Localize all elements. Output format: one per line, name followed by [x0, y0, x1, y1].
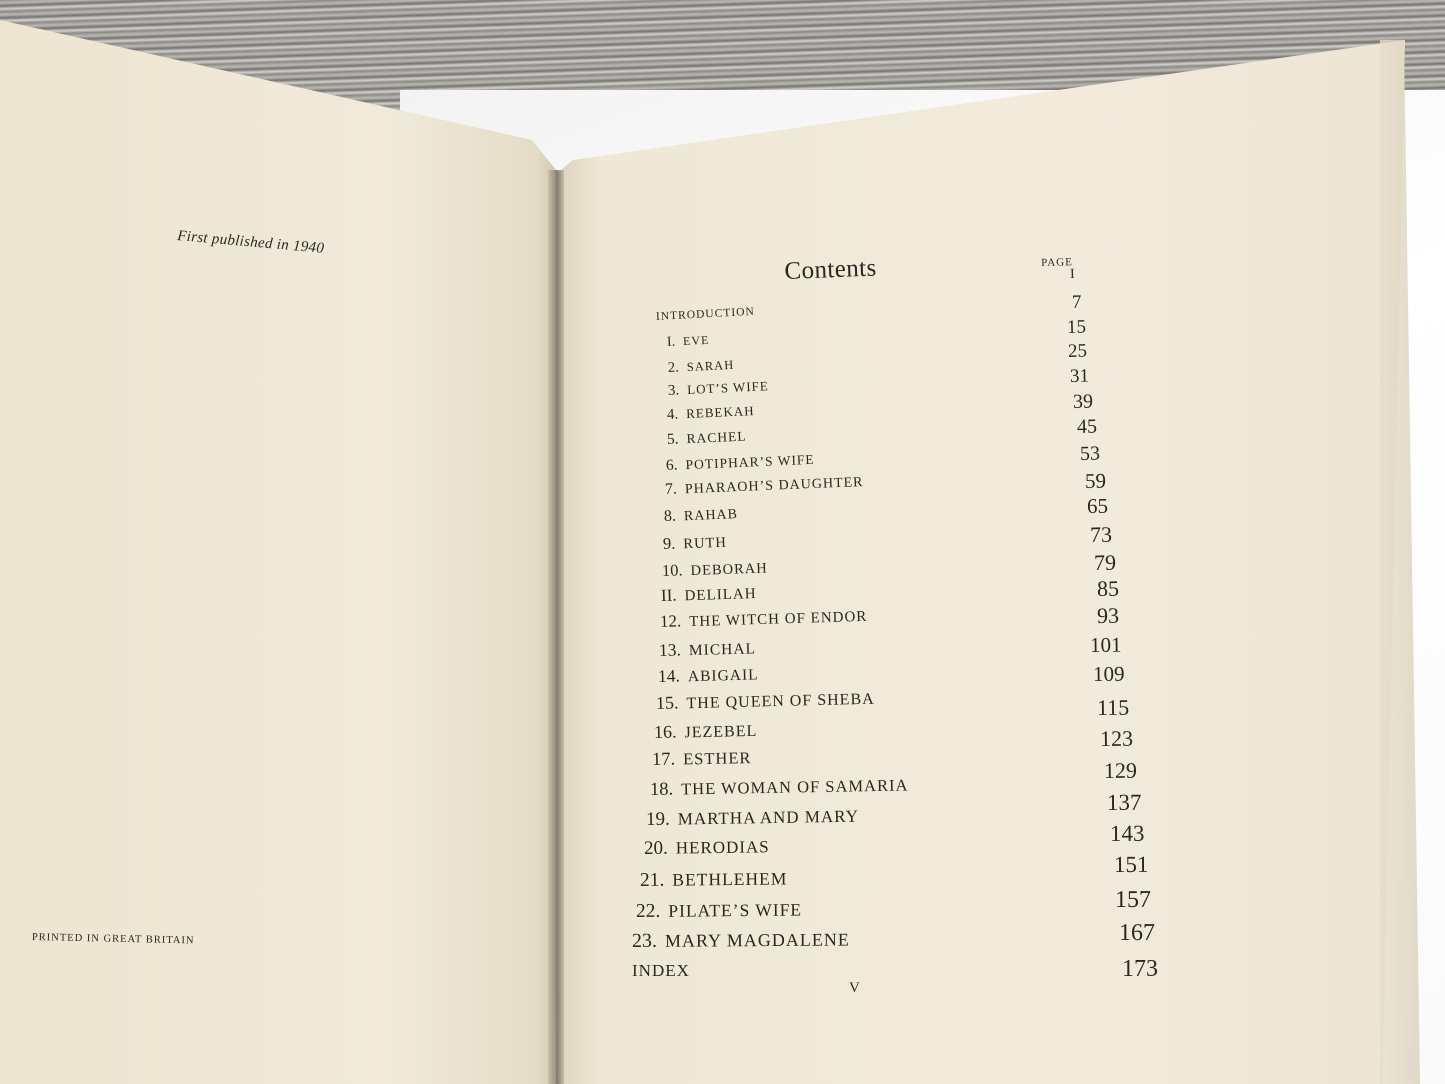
toc-entry-page: 7 [1071, 291, 1082, 313]
toc-entry-page: 109 [1092, 661, 1125, 686]
toc-entry-number: 3. [667, 382, 680, 399]
toc-entry [667, 333, 710, 351]
toc-entry [659, 637, 757, 661]
toc-entry-number: 23. [631, 929, 658, 952]
toc-entry-page: 79 [1093, 549, 1117, 575]
toc-entry-page: 167 [1118, 919, 1156, 946]
toc-entry-number: 16. [653, 721, 677, 742]
toc-entry-page: 143 [1109, 820, 1145, 846]
toc-entry [650, 775, 909, 801]
toc-entry-page: 25 [1067, 340, 1088, 362]
toc-entry-title: PILATE’S WIFE [668, 899, 803, 921]
toc-entry-page: 137 [1106, 789, 1142, 815]
toc-entry-title: RACHEL [686, 428, 747, 446]
toc-entry-page: 129 [1103, 757, 1138, 783]
toc-entry-title: POTIPHAR’S WIFE [685, 451, 815, 472]
toc-entry-number: 18. [649, 779, 674, 800]
book-gutter [548, 170, 564, 1084]
toc-entry-number: 19. [645, 808, 670, 830]
toc-entry-title: EVE [682, 332, 710, 349]
toc-entry-page: 39 [1072, 390, 1094, 413]
toc-entry-page: 53 [1079, 442, 1101, 465]
toc-entry-page: 151 [1113, 851, 1149, 877]
toc-entry [658, 663, 759, 687]
toc-entry [662, 557, 768, 580]
toc-entry-number: 15. [655, 692, 679, 713]
toc-entry-title: MARY MAGDALENE [664, 929, 850, 951]
toc-entry-number: 7. [664, 480, 678, 498]
toc-entry [652, 748, 752, 771]
toc-entry [654, 720, 758, 743]
toc-entry-page: 101 [1089, 632, 1122, 657]
printed-in-note: PRINTED IN GREAT BRITAIN [31, 932, 195, 947]
toc-entry-number: 5. [666, 430, 679, 448]
toc-entry-title: MICHAL [688, 639, 757, 659]
toc-entry-title: DELILAH [684, 586, 757, 605]
toc-entry-number: 21. [639, 869, 665, 891]
toc-entry-title: REBEKAH [685, 403, 755, 422]
toc-entry-page: 157 [1114, 886, 1152, 913]
toc-entry-title: JEZEBEL [684, 722, 758, 742]
toc-entry-number: 8. [663, 507, 677, 525]
toc-entry [644, 836, 770, 860]
toc-entry-number: 13. [658, 638, 682, 660]
toc-entry-page: 73 [1089, 521, 1113, 547]
toc-entry-number: 6. [665, 456, 678, 474]
toc-entry-title: HERODIAS [675, 837, 770, 858]
toc-entry-title: THE WOMAN OF SAMARIA [680, 774, 909, 798]
toc-entry-title: MARTHA AND MARY [677, 806, 860, 829]
toc-entry-number: 10. [661, 559, 683, 580]
toc-entry-title: DEBORAH [690, 559, 768, 579]
toc-entry-page: 59 [1084, 468, 1107, 493]
page-folio: V [849, 980, 861, 996]
toc-entry-number: II. [660, 585, 677, 605]
toc-entry-page: I [1069, 266, 1075, 282]
toc-entry [632, 961, 690, 981]
contents-heading: Contents [784, 254, 878, 285]
toc-entry-number: 12. [659, 611, 682, 631]
page-column-heading: PAGE [1041, 256, 1074, 269]
toc-entry [632, 928, 850, 953]
toc-entry-title: THE QUEEN OF SHEBA [686, 690, 875, 713]
toc-entry-page: 15 [1066, 316, 1087, 338]
toc-entry-number: 2. [667, 358, 680, 376]
toc-entry-page: 45 [1076, 415, 1098, 438]
toc-entry [661, 583, 757, 606]
toc-entry-page: 93 [1096, 602, 1120, 628]
toc-entry-page: 31 [1069, 365, 1090, 387]
toc-entry [640, 868, 788, 892]
toc-entry-number: 9. [662, 533, 676, 553]
toc-entry-number: 20. [643, 837, 668, 859]
toc-entry-title: PHARAOH’S DAUGHTER [684, 475, 864, 498]
toc-entry-title: BETHLEHEM [672, 867, 788, 890]
toc-entry-title: RAHAB [683, 507, 739, 525]
toc-entry-number: 17. [651, 749, 676, 770]
toc-entry-title: ABIGAIL [687, 665, 759, 685]
toc-entry-number: 14. [657, 664, 681, 686]
toc-entry-title: INTRODUCTION [655, 305, 756, 323]
toc-entry-page: 123 [1099, 725, 1134, 751]
toc-entry-number: 22. [635, 900, 661, 922]
toc-entry-title: RUTH [683, 534, 728, 552]
toc-entry [636, 899, 802, 922]
toc-entry-title: ESTHER [682, 747, 752, 768]
toc-entry [664, 505, 739, 526]
toc-entry-title: THE WITCH OF ENDOR [689, 608, 868, 631]
toc-entry-page: 173 [1122, 956, 1158, 982]
toc-entry-title: INDEX [632, 961, 690, 980]
toc-entry [663, 531, 728, 553]
toc-entry-title: SARAH [686, 357, 735, 374]
first-published-note: First published in 1940 [176, 228, 325, 257]
toc-entry-page: 115 [1096, 694, 1130, 720]
toc-entry [668, 356, 735, 376]
toc-entry-number: 4. [666, 406, 679, 423]
toc-entry-page: 85 [1096, 575, 1120, 601]
toc-entry [646, 806, 859, 831]
toc-entry-number: I. [666, 334, 676, 350]
toc-entry [667, 427, 747, 448]
left-page [0, 0, 560, 1084]
toc-entry-page: 65 [1086, 493, 1109, 518]
toc-entry-title: LOT’S WIFE [686, 378, 770, 398]
